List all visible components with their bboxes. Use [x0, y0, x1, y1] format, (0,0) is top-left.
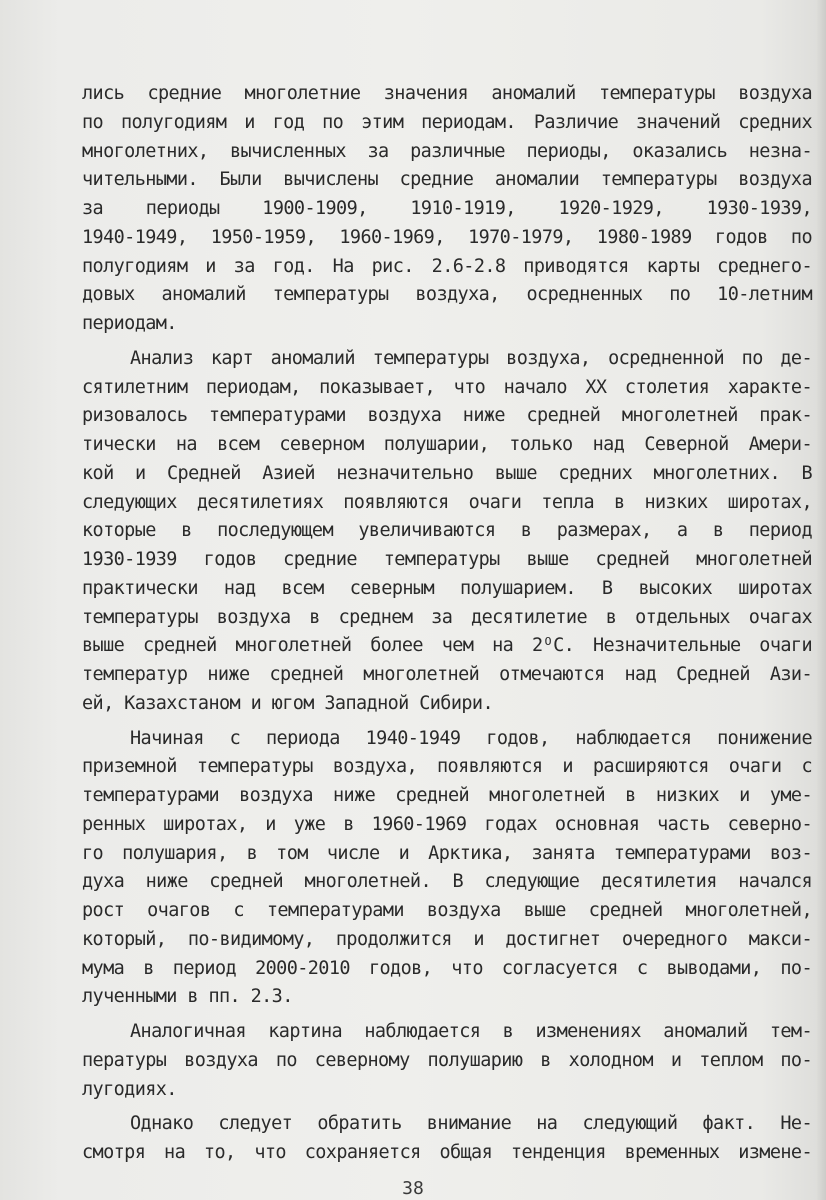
paragraph-5 — [82, 1110, 812, 1168]
text-line: ренных широтах, и уже в 1960-1969 годах основная часть северно- — [82, 813, 812, 835]
body-text — [82, 80, 812, 1168]
text-line: ризовалось температурами воздуха ниже средней многолетней прак- — [82, 405, 812, 427]
text-line: Начиная с периода 1940-1949 годов, наблюдается понижение — [130, 727, 812, 749]
text-line: 1930-1939 годов средние температуры выше средней многолетней — [82, 549, 812, 570]
text-line: температурами воздуха ниже средней многолетней в низких и уме- — [82, 785, 812, 806]
text-line: чительными. Были вычислены средние аномалии температуры воздуха — [82, 169, 812, 191]
text-line: лученными в пп. 2.3. — [82, 986, 293, 1008]
text-line: приземной температуры воздуха, появляются и расширяются очаги с — [82, 756, 812, 778]
text-line: которые в последующем увеличиваются в размерах, а в период — [82, 520, 812, 542]
text-line: смотря на то, что сохраняется общая тенденция временных измене- — [82, 1142, 812, 1163]
text-line: Анализ карт аномалий температуры воздуха, осредненной по де- — [130, 347, 812, 369]
text-line: Аналогичная картина наблюдается в изменениях аномалий тем- — [130, 1021, 812, 1042]
text-line: тически на всем северном полушарии, только над Северной Амери- — [82, 434, 812, 455]
text-line: температуры воздуха в среднем за десятилетие в отдельных очагах — [82, 606, 812, 628]
text-line: го полушария, в том числе и Арктика, занята температурами воз- — [82, 842, 812, 864]
text-line: 1940-1949, 1950-1959, 1960-1969, 1970-1979, 1980-1989 годов по — [82, 226, 812, 248]
text-line: Однако следует обратить внимание на следующий факт. Не- — [130, 1113, 812, 1135]
text-line: рост очагов с температурами воздуха выше средней многолетней, — [82, 900, 812, 921]
paragraph-4 — [82, 1018, 812, 1104]
paragraph-1 — [82, 80, 812, 339]
text-line: духа ниже средней многолетней. В следующие десятилетия начался — [82, 871, 812, 893]
text-line: периодам. — [82, 313, 177, 334]
text-line: пературы воздуха по северному полушарию в холодном и теплом по- — [82, 1049, 812, 1071]
text-line: сятилетним периодам, показывает, что начало XX столетия характе- — [82, 376, 812, 398]
text-line: следующих десятилетиях появляются очаги тепла в низких широтах, — [82, 491, 812, 513]
text-line: ей, Казахстаном и югом Западной Сибири. — [82, 692, 493, 714]
text-line: кой и Средней Азией незначительно выше средних многолетних. В — [82, 462, 812, 484]
text-line: который, по-видимому, продолжится и достигнет очередного макси- — [82, 928, 812, 950]
page-edge-shadow — [816, 0, 826, 1200]
paragraph-3 — [82, 725, 812, 1013]
text-line: практически над всем северным полушарием. В высоких широтах — [82, 577, 812, 599]
text-line: по полугодиям и год по этим периодам. Различие значений средних — [82, 111, 812, 133]
text-line: лугодиях. — [82, 1078, 177, 1100]
page-number: 38 — [402, 1178, 424, 1199]
text-line: лись средние многолетние значения аномалий температуры воздуха — [82, 83, 812, 104]
text-line: выше средней многолетней более чем на 2ᴼС. Незначительные очаги — [82, 635, 812, 657]
text-line: мума в период 2000-2010 годов, что согласуется с выводами, по- — [82, 957, 812, 979]
text-line: за периоды 1900-1909, 1910-1919, 1920-1929, 1930-1939, — [82, 198, 812, 219]
text-line: многолетних, вычисленных за различные периоды, оказались незна- — [82, 140, 812, 162]
text-line: довых аномалий температуры воздуха, осредненных по 10-летним — [82, 284, 812, 306]
text-line: температур ниже средней многолетней отмечаются над Средней Ази- — [82, 664, 812, 685]
paragraph-2 — [82, 345, 812, 719]
text-line: полугодиям и за год. На рис. 2.6-2.8 приводятся карты среднего- — [82, 255, 812, 277]
